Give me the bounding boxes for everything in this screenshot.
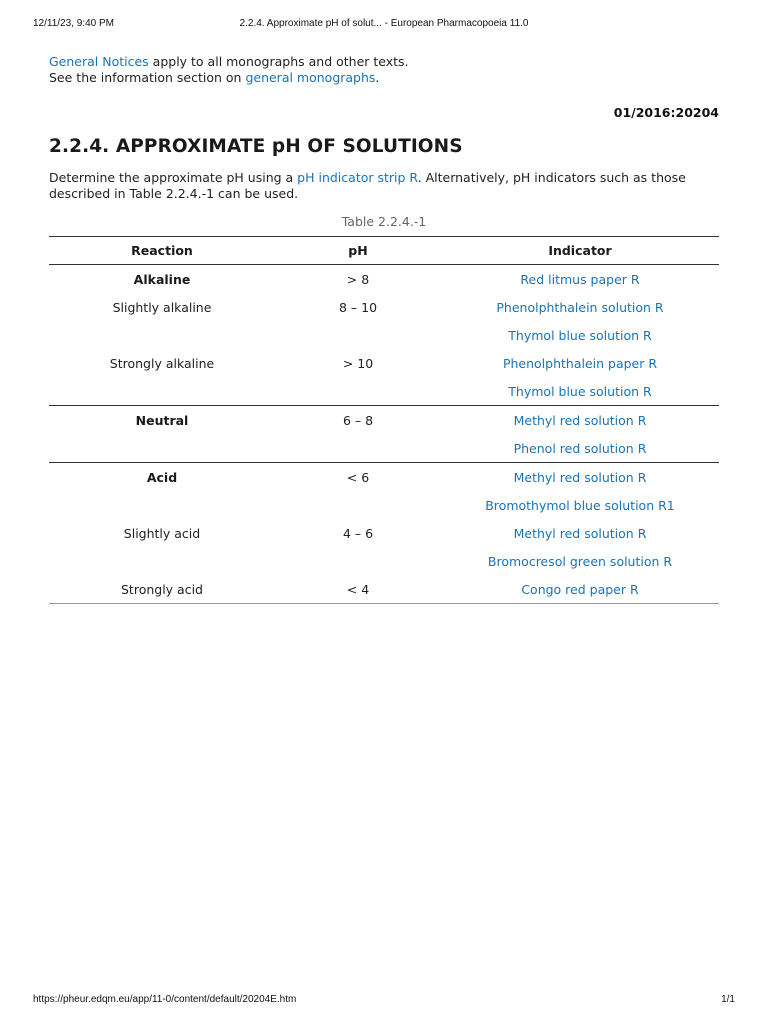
header-ph: pH [275, 237, 441, 265]
indicator-link[interactable]: Bromothymol blue solution R1 [485, 497, 675, 513]
print-page-title: 2.2.4. Approximate pH of solut... - European Pharmacopoeia 11.0 [239, 18, 529, 29]
cell-reaction: Strongly acid [49, 575, 275, 604]
general-notices-line [49, 54, 719, 70]
table-row [49, 349, 719, 377]
print-page-number: 1/1 [721, 994, 735, 1005]
table-row [49, 491, 719, 519]
print-header [0, 18, 768, 32]
table-header-row [49, 237, 719, 265]
cell-ph: > 10 [342, 355, 374, 371]
cell-indicator [441, 377, 719, 406]
cell-reaction: Slightly alkaline [112, 299, 212, 315]
cell-reaction: Strongly alkaline [109, 355, 215, 371]
indicator-link[interactable]: Phenolphthalein solution R [496, 299, 664, 315]
cell-reaction [49, 547, 275, 575]
table-row [49, 377, 719, 406]
general-notices-text: apply to all monographs and other texts. [148, 54, 409, 69]
cell-ph: 8 – 10 [338, 299, 378, 315]
cell-reaction [49, 434, 275, 463]
cell-ph [275, 321, 441, 349]
cell-ph [275, 434, 441, 463]
indicator-link[interactable]: Methyl red solution R [513, 412, 647, 428]
cell-indicator [441, 547, 719, 575]
table-caption: Table 2.2.4.-1 [341, 214, 427, 229]
indicator-link[interactable]: Thymol blue solution R [508, 383, 652, 399]
general-monographs-text: See the information section on [49, 70, 246, 85]
print-datetime: 12/11/23, 9:40 PM [33, 18, 114, 29]
indicator-link[interactable]: Methyl red solution R [513, 525, 647, 541]
cell-reaction [49, 377, 275, 406]
general-monographs-end: . [375, 70, 380, 85]
intro-text-after: . Alternatively, pH indicators such as those described in Table 2.2.4.-1 can be used. [49, 170, 686, 201]
cell-indicator [441, 321, 719, 349]
indicator-link[interactable]: Red litmus paper R [520, 271, 640, 287]
cell-ph: > 8 [346, 271, 370, 287]
cell-indicator [441, 519, 719, 547]
cell-ph: 6 – 8 [275, 406, 441, 435]
cell-indicator [441, 434, 719, 463]
cell-ph [275, 547, 441, 575]
print-url: https://pheur.edqm.eu/app/11-0/content/default/20204E.htm [33, 994, 297, 1005]
general-notices-link[interactable]: General Notices [49, 54, 149, 69]
cell-ph [275, 377, 441, 406]
table-row [49, 463, 719, 492]
cell-indicator [441, 491, 719, 519]
header-indicator: Indicator [441, 237, 719, 265]
cell-reaction [49, 321, 275, 349]
indicator-link[interactable]: Congo red paper R [521, 581, 639, 597]
general-monographs-line [49, 70, 719, 86]
table-row [49, 406, 719, 435]
cell-indicator [441, 265, 719, 294]
table-row [49, 265, 719, 294]
indicator-link[interactable]: Phenol red solution R [513, 440, 647, 456]
cell-indicator [441, 575, 719, 604]
cell-reaction: Slightly acid [123, 525, 201, 541]
cell-indicator [441, 406, 719, 435]
indicator-link[interactable]: Methyl red solution R [513, 469, 647, 485]
cell-indicator [441, 463, 719, 492]
cell-ph: < 4 [275, 575, 441, 604]
cell-ph: 4 – 6 [342, 525, 374, 541]
header-reaction: Reaction [49, 237, 275, 265]
table-row [49, 519, 719, 547]
general-monographs-link[interactable]: general monographs [245, 70, 376, 85]
cell-indicator [441, 349, 719, 377]
intro-paragraph [49, 170, 719, 201]
intro-text-before: Determine the approximate pH using a [49, 170, 298, 185]
table-row [49, 547, 719, 575]
print-footer [0, 994, 768, 1008]
monograph-content [49, 54, 719, 604]
table-body [49, 265, 719, 604]
ph-indicator-table [49, 236, 719, 604]
table-row [49, 575, 719, 604]
cell-ph: < 6 [275, 463, 441, 492]
ph-indicator-strip-link[interactable]: pH indicator strip R [297, 170, 418, 185]
cell-reaction [49, 491, 275, 519]
cell-reaction: Acid [49, 463, 275, 492]
cell-reaction: Neutral [49, 406, 275, 435]
cell-reaction: Alkaline [133, 271, 191, 287]
page-title: 2.2.4. APPROXIMATE pH OF SOLUTIONS [49, 136, 463, 157]
table-row [49, 293, 719, 321]
cell-ph [275, 491, 441, 519]
table-row [49, 434, 719, 463]
document-id: 01/2016:20204 [613, 105, 719, 120]
indicator-link[interactable]: Thymol blue solution R [508, 327, 652, 343]
cell-indicator [441, 293, 719, 321]
indicator-link[interactable]: Bromocresol green solution R [487, 553, 673, 569]
table-row [49, 321, 719, 349]
indicator-link[interactable]: Phenolphthalein paper R [502, 355, 658, 371]
